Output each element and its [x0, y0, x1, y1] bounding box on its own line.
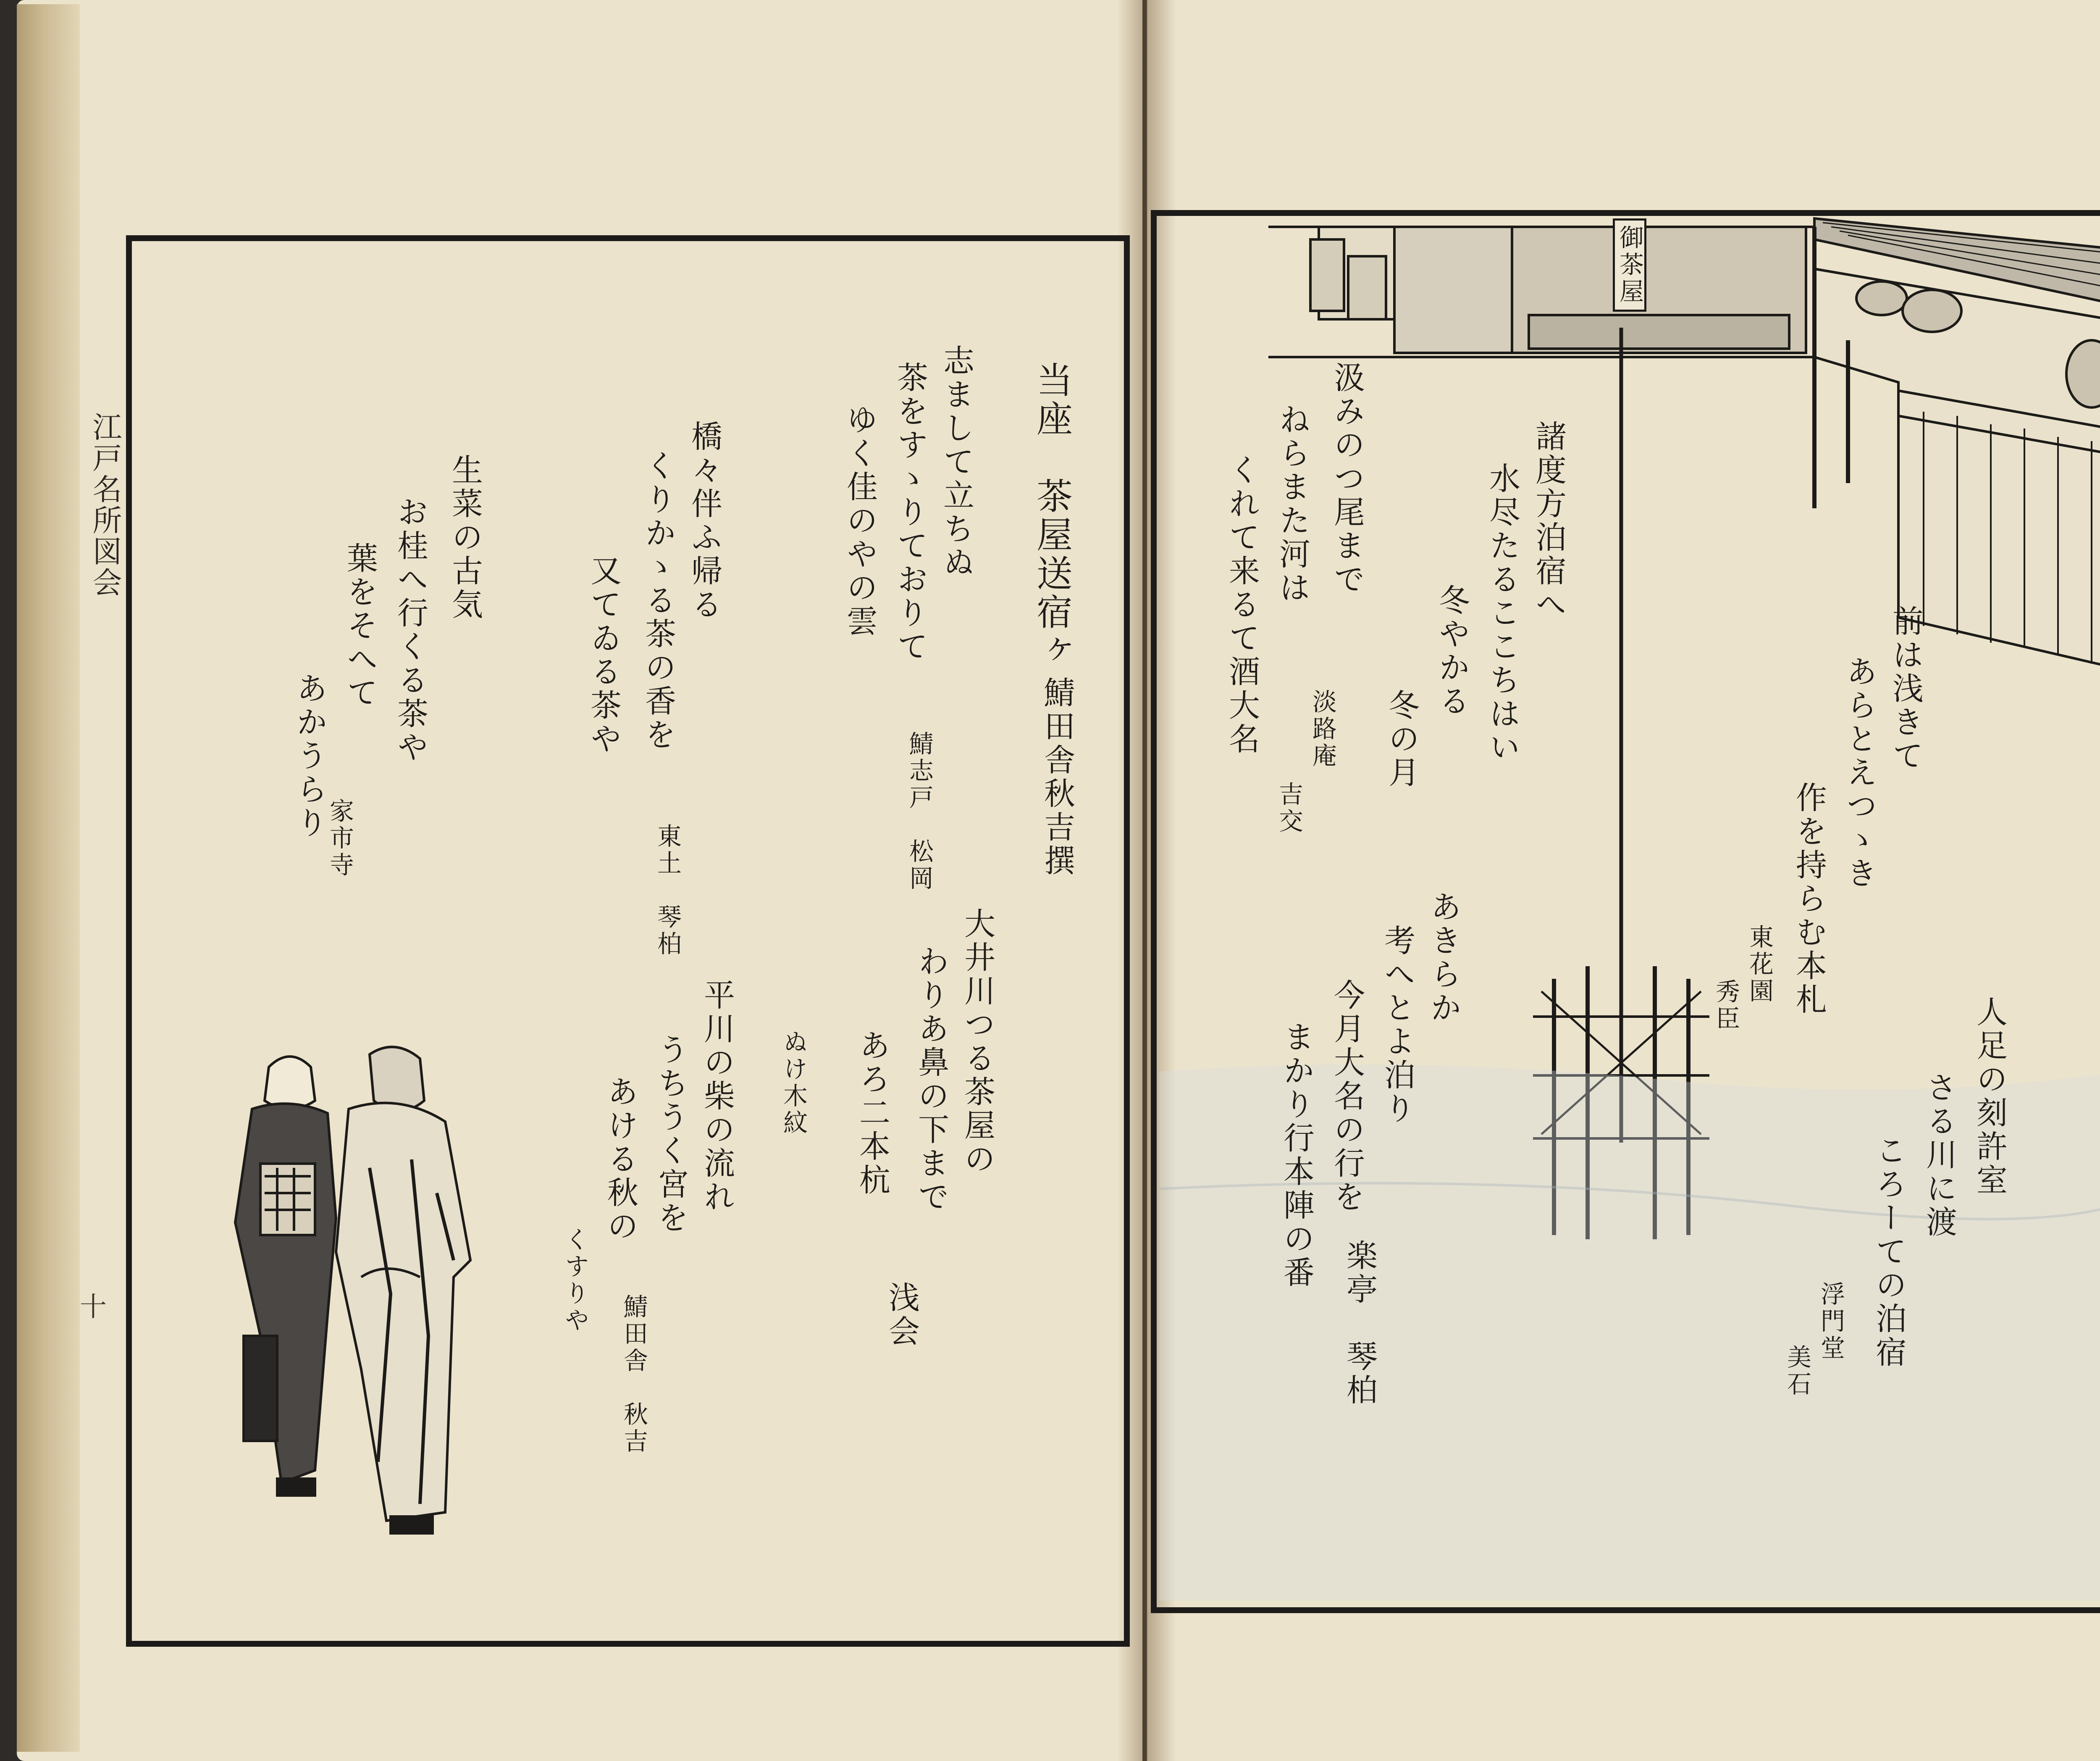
- right-col: 前は浅きて: [1887, 605, 1924, 773]
- left-col: 又てゐる茶や: [585, 555, 622, 756]
- left-col: 大井川つる茶屋の: [959, 907, 995, 1176]
- left-col: あける秋の: [602, 1075, 638, 1243]
- left-author: 家市寺: [326, 798, 354, 879]
- left-col: ぬけ木紋: [779, 1029, 808, 1137]
- right-col: あきらか: [1425, 891, 1462, 1025]
- right-author: 楽亭 琴柏: [1341, 1239, 1378, 1407]
- right-col: 冬の月: [1383, 689, 1420, 790]
- left-author: 鯖田舎 秋吉: [620, 1294, 648, 1455]
- left-heading-sub: 鯖田舎秋吉撰: [1039, 676, 1075, 878]
- right-author: 吉交: [1275, 781, 1303, 835]
- left-col: あかうらり: [291, 672, 328, 840]
- right-author: 秀臣: [1712, 979, 1740, 1033]
- left-col: お桂へ行くる茶や: [392, 496, 428, 765]
- right-col: ねらまた河は: [1274, 403, 1310, 605]
- left-col: うちうく宮を: [653, 1033, 689, 1235]
- left-col: わりあ鼻の下まで: [913, 945, 949, 1214]
- left-col: 橋々伴ふ帰る: [686, 420, 722, 622]
- right-author: 淡路庵: [1308, 689, 1337, 770]
- right-col: 考へとよ泊り: [1379, 924, 1415, 1126]
- right-col: ころーての泊宿: [1871, 1134, 1907, 1369]
- right-col: 汲みのつ尾まで: [1329, 361, 1365, 597]
- left-leaf-number: 十: [80, 1292, 107, 1323]
- left-col: くすりや: [561, 1227, 589, 1334]
- right-col: さる川に渡: [1921, 1071, 1957, 1239]
- left-col: 平川の柴の流れ: [699, 979, 735, 1214]
- left-page-edges: [17, 4, 80, 1752]
- left-col: 葉をそへて: [342, 542, 378, 710]
- left-margin-title: 江戸名所図会: [88, 412, 122, 598]
- right-col: 人足の刻許室: [1971, 996, 2008, 1197]
- right-author: 浮門堂: [1816, 1281, 1845, 1362]
- right-col: 作を持らむ本札: [1791, 781, 1827, 1017]
- left-col: 茶をすゝりておりて: [892, 361, 928, 664]
- right-col: 今月大名の行を: [1329, 979, 1365, 1214]
- left-author: 鯖志戸 松岡: [905, 731, 934, 892]
- left-author: 浅会: [884, 1281, 920, 1348]
- two-women-illustration: [210, 1042, 504, 1567]
- left-col: 志まして立ちぬ: [938, 344, 974, 580]
- right-col: あらとえつゝき: [1841, 655, 1877, 891]
- right-author: 美石: [1783, 1344, 1811, 1398]
- right-author: 東花園: [1745, 924, 1774, 1005]
- left-col: あろ二本杭: [854, 1029, 890, 1197]
- right-col: くれて来るて酒大名: [1224, 454, 1260, 756]
- left-author: 東土 琴柏: [653, 823, 682, 958]
- right-col: まかり行本陣の番: [1278, 1021, 1315, 1290]
- right-col: 水尽たるここちはい: [1484, 462, 1520, 765]
- teahouse-sign: 御茶屋: [1613, 218, 1646, 312]
- left-col: ゆく佳のやの雲: [842, 403, 878, 639]
- left-heading: 当座 茶屋送宿ヶ: [1030, 361, 1072, 670]
- left-col: くりかゝる茶の香を: [640, 449, 676, 752]
- left-col: 生菜の古気: [447, 454, 483, 622]
- right-col: 諸度方泊宿へ: [1530, 420, 1567, 622]
- right-col: 冬やかる: [1434, 584, 1470, 718]
